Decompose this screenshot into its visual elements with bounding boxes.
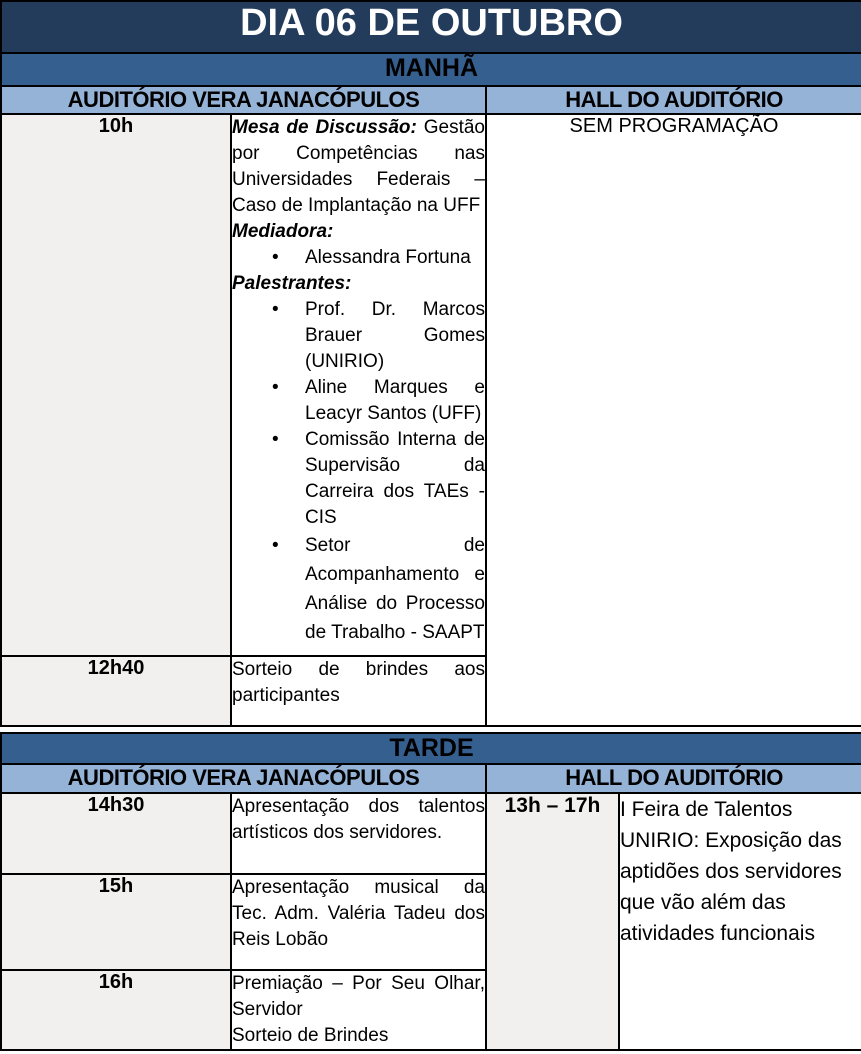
- event-text-14h30: Apresentação dos talentos artísticos dos servidores.: [232, 796, 485, 843]
- event-text-16h-line2: Sorteio de Brindes: [232, 1025, 389, 1046]
- palestrante-item: • Setor de Acompanhamento e Análise do Processo de Trabalho - SAAPT: [305, 531, 485, 647]
- event-cell-14h30: [231, 793, 486, 874]
- mediadora-name: • Alessandra Fortuna: [305, 245, 485, 271]
- feira-de-talentos-text: I Feira de Talentos UNIRIO: Exposição das aptidões dos servidores que vão além das atividades funcionais: [620, 798, 842, 945]
- no-programming-text: SEM PROGRAMAÇÃO: [569, 115, 779, 137]
- sorteio-cell: [231, 656, 486, 726]
- column-header-hall-manha: HALL DO AUDITÓRIO: [486, 86, 861, 114]
- hall-morning-cell: [486, 114, 861, 726]
- session-type-label: Mesa de Discussão:: [232, 117, 417, 138]
- palestrante-item: • Aline Marques e Leacyr Santos (UFF): [305, 375, 485, 427]
- column-header-auditorio-manha: AUDITÓRIO VERA JANACÓPULOS: [1, 86, 486, 114]
- event-cell-16h: [231, 970, 486, 1050]
- palestrante-item: • Comissão Interna de Supervisão da Carreira dos TAEs - CIS: [305, 427, 485, 531]
- section-header-manha: MANHÃ: [1, 53, 861, 86]
- event-cell-15h: [231, 874, 486, 970]
- session-title-text: Gestão por Competências nas Universidades Federais – Caso de Implantação na UFF: [232, 117, 485, 216]
- column-header-auditorio-tarde: AUDITÓRIO VERA JANACÓPULOS: [1, 764, 486, 793]
- time-cell-10h: 10h: [1, 114, 231, 656]
- mediadora-label: Mediadora:: [232, 221, 334, 242]
- time-cell-16h: 16h: [1, 970, 231, 1050]
- time-cell-12h40: 12h40: [1, 656, 231, 726]
- session-title-paragraph: [232, 115, 485, 219]
- event-text-15h: Apresentação musical da Tec. Adm. Valéria Tadeu dos Reis Lobão: [232, 877, 485, 950]
- palestrantes-list: [232, 297, 485, 647]
- time-cell-13h-17h: 13h – 17h: [486, 793, 619, 1050]
- session-details-cell: [231, 114, 486, 656]
- sorteio-text: Sorteio de brindes aos participantes: [232, 659, 485, 706]
- page-title: DIA 06 DE OUTUBRO: [1, 1, 861, 53]
- time-cell-14h30: 14h30: [1, 793, 231, 874]
- column-header-hall-tarde: HALL DO AUDITÓRIO: [486, 764, 861, 793]
- palestrantes-label: Palestrantes:: [232, 273, 352, 294]
- time-cell-15h: 15h: [1, 874, 231, 970]
- mediadora-list: [232, 245, 485, 271]
- event-text-16h-line1: Premiação – Por Seu Olhar, Servidor: [232, 973, 485, 1020]
- afternoon-table: [0, 732, 861, 1051]
- section-header-tarde: TARDE: [1, 733, 861, 764]
- feira-de-talentos-cell: [619, 793, 861, 1050]
- palestrante-item: • Prof. Dr. Marcos Brauer Gomes (UNIRIO): [305, 297, 485, 375]
